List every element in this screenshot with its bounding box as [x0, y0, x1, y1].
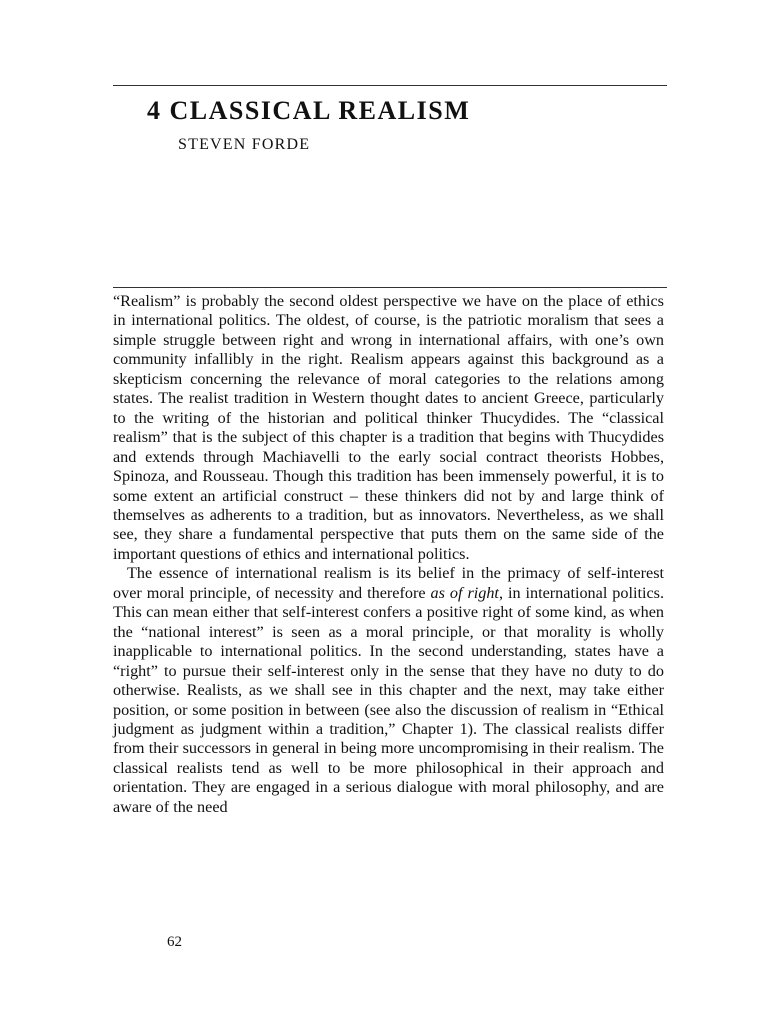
chapter-body — [113, 292, 664, 817]
italic-text: as of right — [430, 583, 499, 602]
chapter-author: STEVEN FORDE — [178, 136, 311, 153]
paragraph-text: “Realism” is probably the second oldest perspective we have on the place of ethics in international politics. The oldest, of course, is the patriotic moralism that sees a simple struggle between right and wrong in international affairs, with one’s own community infallibly in the right. Realism appears against this background as a skepticism concerning the relevance of moral categories to the relations among states. The realist tradition in Western thought dates to ancient Greece, particularly to the writing of the historian and political thinker Thucydides. The “classical realism” that is the subject of this chapter is a tradition that begins with Thucydides and extends through Machiavelli to the early social contract theorists Hobbes, Spinoza, and Rousseau. Though this tradition has been immensely powerful, it is to some extent an artificial construct – these thinkers did not by and large think of themselves as adherents to a tradition, but as innovators. Nevertheless, as we shall see, they share a fundamental perspective that puts them on the same side of the important questions of ethics and international politics. — [113, 292, 664, 563]
paragraph-text: The essence of international realism is its belief in the primacy of self-interest over moral principle, of necessity and therefore — [113, 564, 664, 602]
chapter-title — [147, 96, 470, 126]
chapter-number: 4 — [147, 96, 162, 125]
body-paragraph — [113, 292, 664, 564]
top-rule — [113, 85, 667, 86]
body-paragraph — [113, 564, 664, 817]
chapter-title-text: CLASSICAL REALISM — [169, 96, 471, 125]
page-number: 62 — [167, 934, 182, 950]
section-rule — [113, 287, 667, 288]
paragraph-text: , in international politics. This can mean either that self-interest confers a positive right of some kind, as when the “national interest” is seen as a moral principle, or that morality is wholly inapplicable to international politics. In the second understanding, states have a “right” to pursue their self-interest only in the sense that they have no duty to do otherwise. Realists, as we shall see in this chapter and the next, may take either position, or some position in between (see also the discussion of realism in “Ethical judgment as judgment within a tradition,” Chapter 1). The classical realists differ from their successors in general in being more uncompromising in their realism. The classical realists tend as well to be more philosophical in their approach and orientation. They are engaged in a serious dialogue with moral philosophy, and are aware of the need — [113, 583, 665, 816]
